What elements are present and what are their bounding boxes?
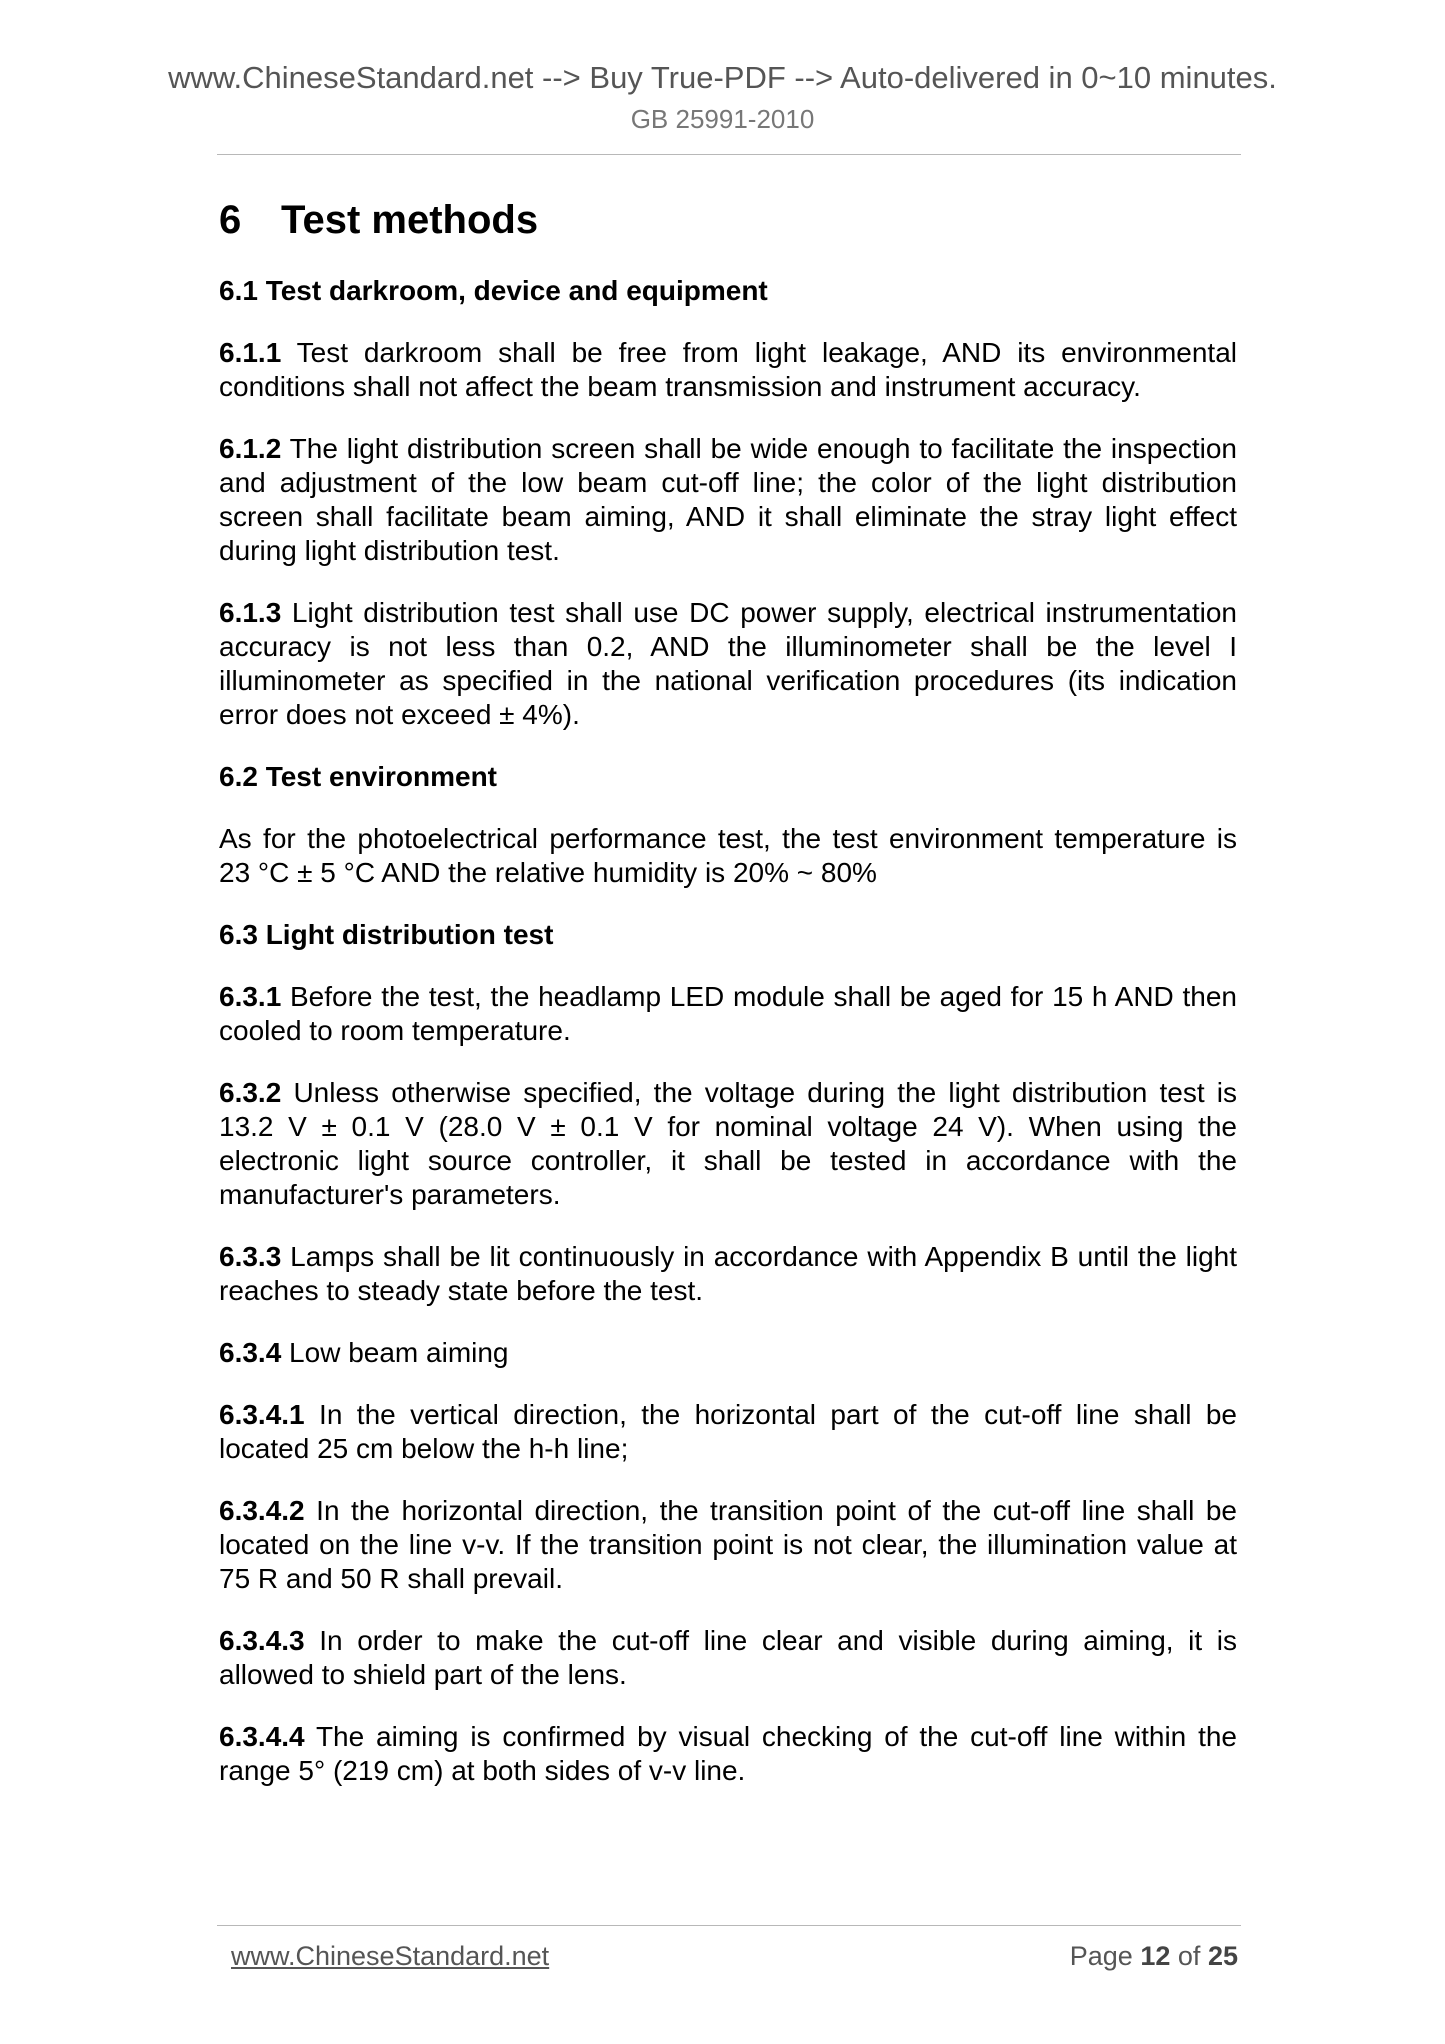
clause-text: Light distribution test shall use DC power supply, electrical instrumentation accuracy is not less than 0.2, AND the illuminometer shall be the level I illuminometer as specified in the national verification procedures (its indication error does not exceed ± 4%). (219, 597, 1237, 730)
clause-number: 6.3.4.2 (219, 1495, 305, 1526)
page-current: 12 (1140, 1941, 1171, 1971)
clause-6-2-text: As for the photoelectrical performance test, the test environment temperature is 23 °C ± 5 °C AND the relative humidity is 20% ~ 80% (219, 823, 1237, 888)
clause-number: 6.1.2 (219, 433, 282, 464)
clause-text: In the vertical direction, the horizontal part of the cut-off line shall be located 25 cm below the h-h line; (219, 1399, 1237, 1464)
section-heading-6-3: 6.3 Light distribution test (219, 919, 554, 950)
clause-6-1-3 (219, 596, 1237, 732)
footer-divider (217, 1925, 1241, 1926)
source-banner: www.ChineseStandard.net --> Buy True-PDF --> Auto-delivered in 0~10 minutes. (168, 60, 1277, 95)
clause-text: Low beam aiming (281, 1337, 509, 1368)
clause-6-1-1 (219, 336, 1237, 404)
clause-6-3-4-1 (219, 1398, 1237, 1466)
clause-text: The aiming is confirmed by visual checking of the cut-off line within the range 5° (219 cm) at both sides of v-v line. (219, 1721, 1237, 1786)
page-label: Page (1069, 1941, 1133, 1971)
clause-6-3-4-3 (219, 1624, 1237, 1692)
clause-number: 6.3.2 (219, 1077, 282, 1108)
clause-text: The light distribution screen shall be wide enough to facilitate the inspection and adjustment of the low beam cut-off line; the color of the light distribution screen shall facilitate beam aiming, AND it shall eliminate the stray light effect during light distribution test. (219, 433, 1237, 566)
clause-number: 6.1.3 (219, 597, 282, 628)
clause-number: 6.3.4.1 (219, 1399, 305, 1430)
clause-6-3-4-2 (219, 1494, 1237, 1596)
clause-text: In the horizontal direction, the transition point of the cut-off line shall be located on the line v-v. If the transition point is not clear, the illumination value at 75 R and 50 R shall prevail. (219, 1495, 1237, 1594)
section-heading-6-1: 6.1 Test darkroom, device and equipment (219, 275, 768, 306)
clause-number: 6.1.1 (219, 337, 282, 368)
clause-6-3-4 (219, 1336, 1237, 1370)
document-code: GB 25991-2010 (630, 104, 815, 134)
clause-6-3-4-4 (219, 1720, 1237, 1788)
clause-6-3-3 (219, 1240, 1237, 1308)
section-heading-6-2: 6.2 Test environment (219, 761, 498, 792)
page-of: of (1177, 1941, 1201, 1971)
clause-number: 6.3.4 (219, 1337, 282, 1368)
clause-number: 6.3.4.3 (219, 1625, 305, 1656)
clause-text: Unless otherwise specified, the voltage during the light distribution test is 13.2 V ± 0.1 V (28.0 V ± 0.1 V for nominal voltage 24 V). When using the electronic light source controller, it shall be tested in accordance with the manufacturer's parameters. (219, 1077, 1237, 1210)
clause-number: 6.3.3 (219, 1241, 282, 1272)
chapter-number: 6 (219, 198, 242, 242)
page-indicator (1070, 1939, 1238, 1973)
chapter-title: Test methods (281, 198, 539, 242)
clause-6-3-1 (219, 980, 1237, 1048)
chapter-heading (219, 194, 1237, 246)
header-divider (217, 154, 1241, 155)
clause-number: 6.3.4.4 (219, 1721, 305, 1752)
clause-6-1-2 (219, 432, 1237, 568)
clause-text: Before the test, the headlamp LED module shall be aged for 15 h AND then cooled to room temperature. (219, 981, 1237, 1046)
page-content (219, 194, 1237, 1816)
footer-site-link[interactable]: www.ChineseStandard.net (231, 1941, 550, 1971)
clause-text: Lamps shall be lit continuously in accordance with Appendix B until the light reaches to steady state before the test. (219, 1241, 1237, 1306)
page-total: 25 (1207, 1941, 1238, 1971)
clause-text: In order to make the cut-off line clear and visible during aiming, it is allowed to shield part of the lens. (219, 1625, 1237, 1690)
clause-number: 6.3.1 (219, 981, 282, 1012)
clause-text: Test darkroom shall be free from light leakage, AND its environmental conditions shall not affect the beam transmission and instrument accuracy. (219, 337, 1237, 402)
clause-6-3-2 (219, 1076, 1237, 1212)
